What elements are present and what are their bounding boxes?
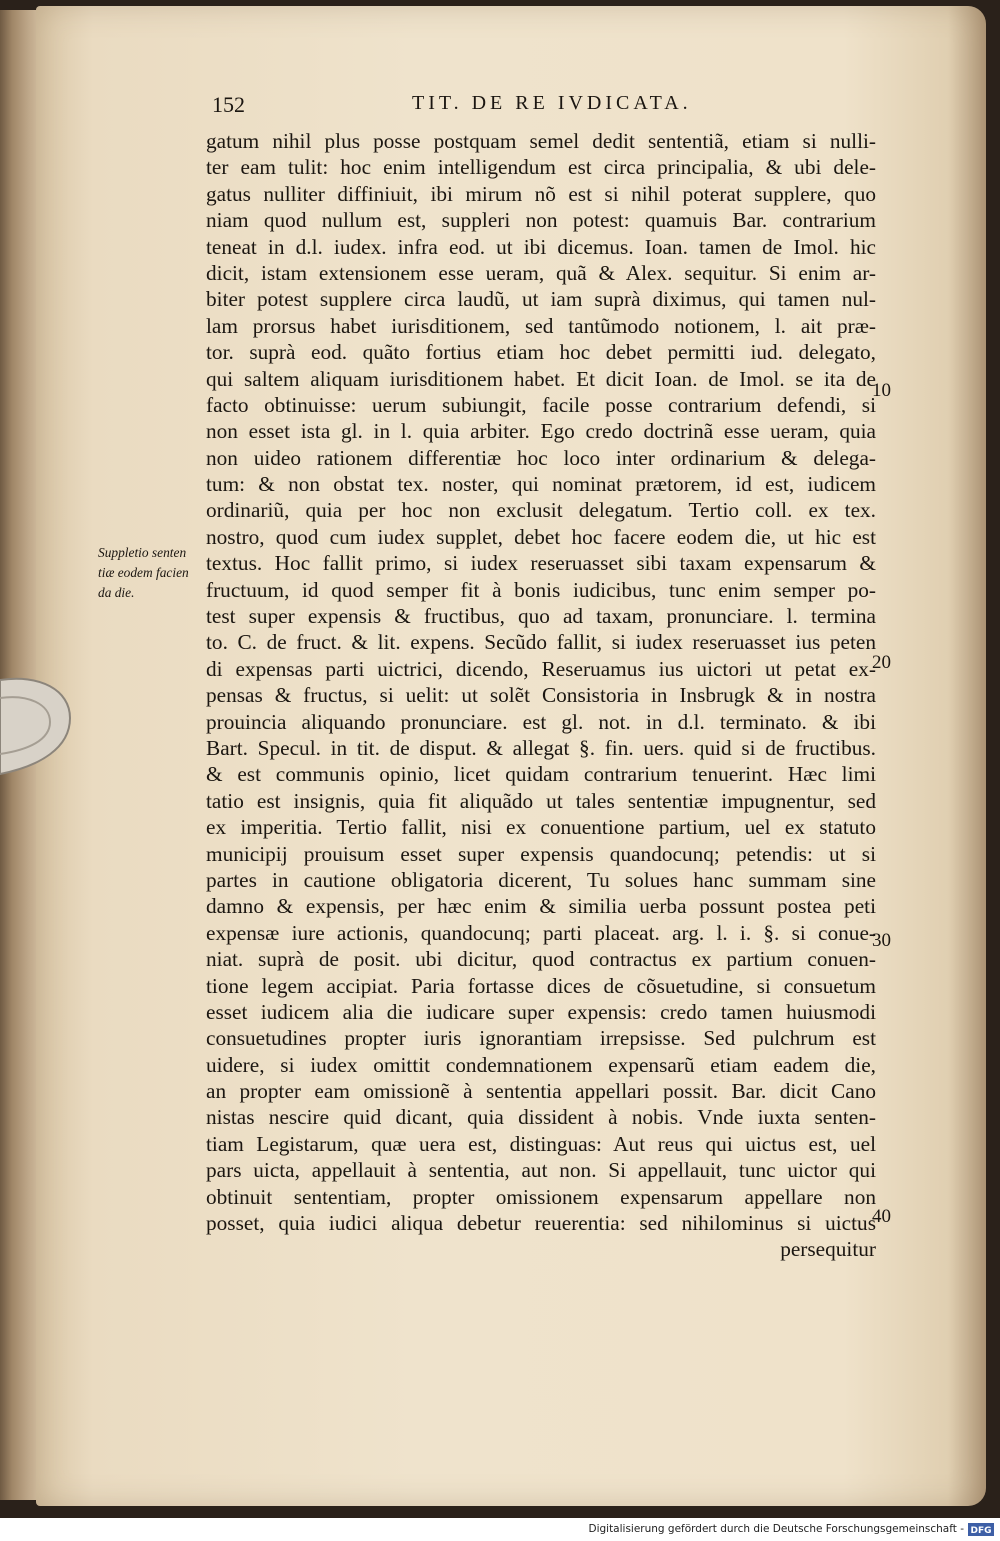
- footer-bar: [0, 1518, 1000, 1541]
- text-line: an propter eam omissionẽ à sententia appellari possit. Bar. dicit Cano: [206, 1079, 876, 1104]
- text-line: non uideo rationem differentiæ hoc loco inter ordinarium & delega-: [206, 445, 876, 470]
- text-line: pars uicta, appellauit à sententia, aut non. Si appellauit, tunc uictor qui: [206, 1158, 876, 1183]
- margin-note-line: da die.: [98, 585, 135, 600]
- text-line: ter eam tulit: hoc enim intelligendum est circa principalia, & ubi dele-: [206, 155, 876, 180]
- text-line: to. C. de fruct. & lit. expens. Secũdo fallit, si iudex reseruasset ius peten: [206, 630, 876, 655]
- dfg-logo-icon: [968, 1523, 994, 1536]
- folio-number: 152: [212, 92, 245, 117]
- text-line: municipij prouisum esset super expensis quandocunq; petendis: ut si: [206, 841, 876, 866]
- text-line: nistas nescire quid dicant, quia dissident à nobis. Vnde iuxta senten-: [206, 1105, 876, 1130]
- text-line: prouincia aliquando pronunciare. est gl. not. in d.l. terminato. & ibi: [206, 709, 876, 734]
- text-line: gatus nulliter diffiniuit, ibi mirum nõ est si nihil poterat supplere, quo: [206, 181, 876, 206]
- text-line: niat. suprà de posit. ubi dicitur, quod contractus ex partium conuen-: [206, 947, 876, 972]
- funding-credit: Digitalisierung gefördert durch die Deutsche Forschungsgemeinschaft -: [588, 1523, 964, 1535]
- dfg-logo-text: DFG: [970, 1526, 992, 1536]
- line-number-10: 10: [872, 380, 891, 401]
- margin-note: [98, 543, 208, 603]
- text-line: uidere, si iudex omittit condemnationem expensarũ etiam eadem die,: [206, 1052, 876, 1077]
- text-line: teneat in d.l. iudex. infra eod. ut ibi dicemus. Ioan. tamen de Imol. hic: [206, 234, 876, 259]
- text-line: textus. Hoc fallit primo, si iudex reseruasset sibi taxam expensarum &: [206, 551, 876, 576]
- text-line: tatio est insignis, quia fit aliquãdo ut tales sententiæ impugnentur, sed: [206, 788, 876, 813]
- text-line: tiam Legistarum, quæ uera est, distinguas: Aut reus qui uictus est, uel: [206, 1131, 876, 1156]
- text-line: tor. suprà eod. quãto fortius etiam hoc debet permitti iud. delegato,: [206, 340, 876, 365]
- margin-note-line: Suppletio senten: [98, 545, 187, 560]
- text-line: partes in cautione obligatoria dicerent, Tu solues hanc summam sine: [206, 867, 876, 892]
- text-line: qui saltem aliquam iurisditionem habet. Et dicit Ioan. de Imol. se ita de: [206, 366, 876, 391]
- text-line: damno & expensis, per hæc enim & similia uerba possunt postea peti: [206, 894, 876, 919]
- text-line: tum: & non obstat tex. noster, qui nominat prætorem, id est, iudicem: [206, 472, 876, 497]
- page-clip-icon: [0, 670, 72, 780]
- text-line: pensas & fructus, si uelit: ut solẽt Consistoria in Insbrugk & in nostra: [206, 683, 876, 708]
- text-line: posset, quia iudici aliqua debetur reuerentia: sed nihilominus si uictus: [206, 1211, 876, 1236]
- text-line: consuetudines propter iuris ignorantiam irrepsisse. Sed pulchrum est: [206, 1026, 876, 1051]
- line-number-30: 30: [872, 930, 891, 951]
- text-line: Bart. Specul. in tit. de disput. & allegat §. fin. uers. quid si de fructibus.: [206, 735, 876, 760]
- catchword: persequitur: [780, 1237, 876, 1262]
- text-line: obtinuit sententiam, propter omissionem expensarum appellare non: [206, 1184, 876, 1209]
- text-line: biter potest supplere circa laudũ, ut iam suprà diximus, qui tamen nul-: [206, 287, 876, 312]
- margin-note-line: tiæ eodem facien: [98, 565, 189, 580]
- text-line: di expensas parti uictrici, dicendo, Reseruamus ius uictori ut petat ex-: [206, 656, 876, 681]
- text-line: fructuum, id quod semper fit à bonis iudicibus, tunc enim semper po-: [206, 577, 876, 602]
- line-number-20: 20: [872, 652, 891, 673]
- text-line: facto obtinuisse: uerum subiungit, facile posse contrarium defendi, si: [206, 392, 876, 417]
- running-header: [212, 88, 872, 120]
- text-line: dicit, istam extensionem esse ueram, quã & Alex. sequitur. Si enim ar-: [206, 260, 876, 285]
- line-number-40: 40: [872, 1206, 891, 1227]
- text-line: & est communis opinio, licet quidam contrarium tenuerint. Hæc limi: [206, 762, 876, 787]
- text-line: niam quod nullum est, suppleri non potest: quamuis Bar. contrarium: [206, 208, 876, 233]
- body-text: [206, 128, 876, 1263]
- text-line: test super expensis & fructibus, quo ad taxam, pronunciare. l. termina: [206, 604, 876, 629]
- text-line: gatum nihil plus posse postquam semel dedit sententiã, etiam si nulli-: [206, 129, 876, 153]
- running-title: TIT. DE RE IVDICATA.: [412, 92, 692, 114]
- text-line: lam prorsus habet iurisditionem, sed tantũmodo notionem, l. ait præ-: [206, 313, 876, 338]
- text-line: nostro, quod cum iudex supplet, debet hoc facere eodem die, ut hic est: [206, 524, 876, 549]
- text-line: ex imperitia. Tertio fallit, nisi ex conuentione partium, uel ex statuto: [206, 815, 876, 840]
- text-line: tione legem accipiat. Paria fortasse dices de cõsuetudine, si consuetum: [206, 973, 876, 998]
- text-line: ordinariũ, quia per hoc non exclusit delegatum. Tertio coll. ex tex.: [206, 498, 876, 523]
- text-line: expensæ iure actionis, quandocunq; parti placeat. arg. l. i. §. si conue-: [206, 920, 876, 945]
- text-line: esset iudicem alia die iudicare super expensis: credo tamen huiusmodi: [206, 999, 876, 1024]
- text-line: non esset ista gl. in l. quia arbiter. Ego credo doctrinã esse ueram, quia: [206, 419, 876, 444]
